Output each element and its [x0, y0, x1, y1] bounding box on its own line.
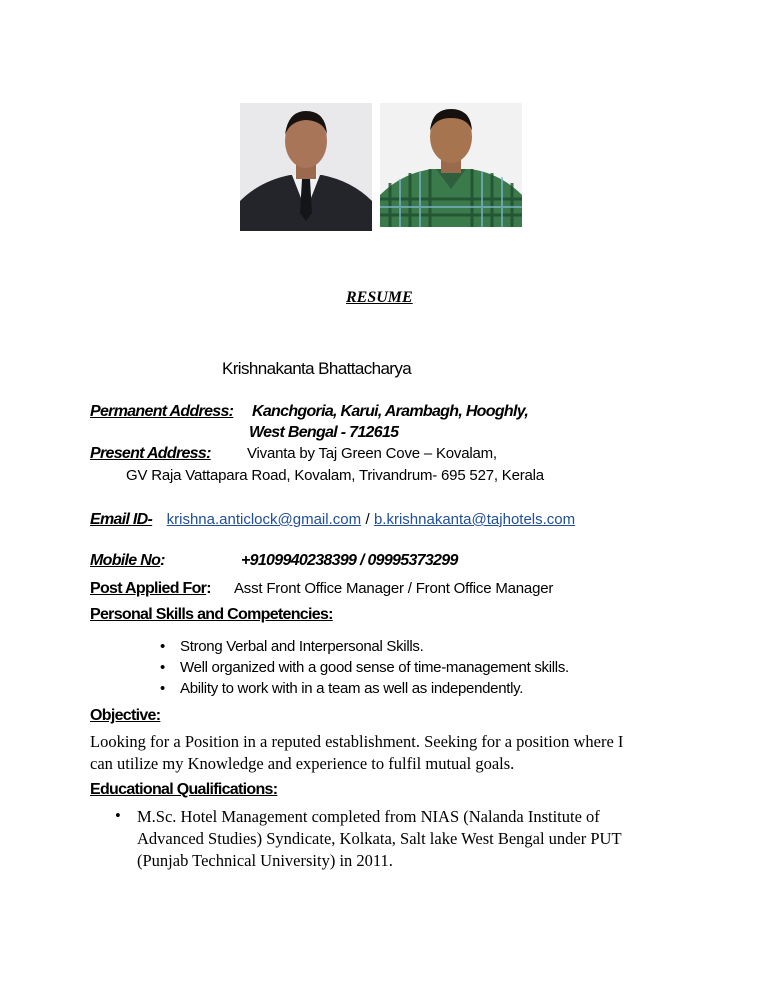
post-applied-colon: :: [206, 580, 212, 597]
mobile-label: Mobile No: [90, 552, 161, 569]
objective-line1: Looking for a Position in a reputed establishment. Seeking for a position where I: [90, 732, 624, 751]
post-applied-value: Asst Front Office Manager / Front Office Manager: [234, 580, 554, 597]
mobile-value: +9109940238399 / 09995373299: [241, 552, 458, 569]
post-applied-label-group: [90, 580, 212, 598]
present-address-line2: GV Raja Vattapara Road, Kovalam, Trivandrum- 695 527, Kerala: [126, 467, 544, 484]
candidate-name: Krishnakanta Bhattacharya: [222, 359, 412, 378]
email-row: [90, 511, 575, 529]
education-item: [137, 806, 697, 872]
photo-casual: [380, 103, 522, 227]
email-label: Email ID-: [90, 511, 153, 528]
objective-text: [90, 731, 690, 775]
photo-formal: [240, 103, 372, 231]
objective-line2: can utilize my Knowledge and experience to fulfil mutual goals.: [90, 754, 515, 773]
objective-heading: Objective:: [90, 707, 161, 724]
email-secondary-link[interactable]: b.krishnakanta@tajhotels.com: [373, 511, 576, 528]
email-separator: /: [365, 511, 370, 528]
permanent-address-line2: West Bengal - 712615: [249, 424, 399, 441]
resume-title: RESUME: [346, 289, 413, 306]
post-applied-label: Post Applied For: [90, 580, 207, 597]
education-item-line3: (Punjab Technical University) in 2011.: [137, 851, 393, 870]
education-bullet: •: [115, 806, 121, 825]
skills-list: [158, 636, 569, 699]
education-item-line2: Advanced Studies) Syndicate, Kolkata, Salt lake West Bengal under PUT: [137, 829, 622, 848]
present-address-line1: Vivanta by Taj Green Cove – Kovalam,: [247, 445, 497, 462]
mobile-label-group: [90, 552, 165, 570]
photo-formal-image: [240, 103, 372, 231]
permanent-address-line1: Kanchgoria, Karui, Arambagh, Hooghly,: [252, 403, 529, 420]
email-primary-link[interactable]: krishna.anticlock@gmail.com: [166, 511, 362, 528]
mobile-colon: :: [160, 552, 165, 569]
photo-casual-image: [380, 103, 522, 227]
skills-item: • Well organized with a good sense of time-management skills.: [158, 657, 569, 678]
education-heading: Educational Qualifications:: [90, 781, 278, 798]
education-item-line1: M.Sc. Hotel Management completed from NIAS (Nalanda Institute of: [137, 807, 600, 826]
permanent-address-label: Permanent Address:: [90, 403, 234, 420]
skills-item: • Strong Verbal and Interpersonal Skills.: [158, 636, 569, 657]
skills-heading: Personal Skills and Competencies:: [90, 606, 333, 623]
skills-item: • Ability to work with in a team as well as independently.: [158, 678, 569, 699]
present-address-label: Present Address:: [90, 445, 211, 462]
